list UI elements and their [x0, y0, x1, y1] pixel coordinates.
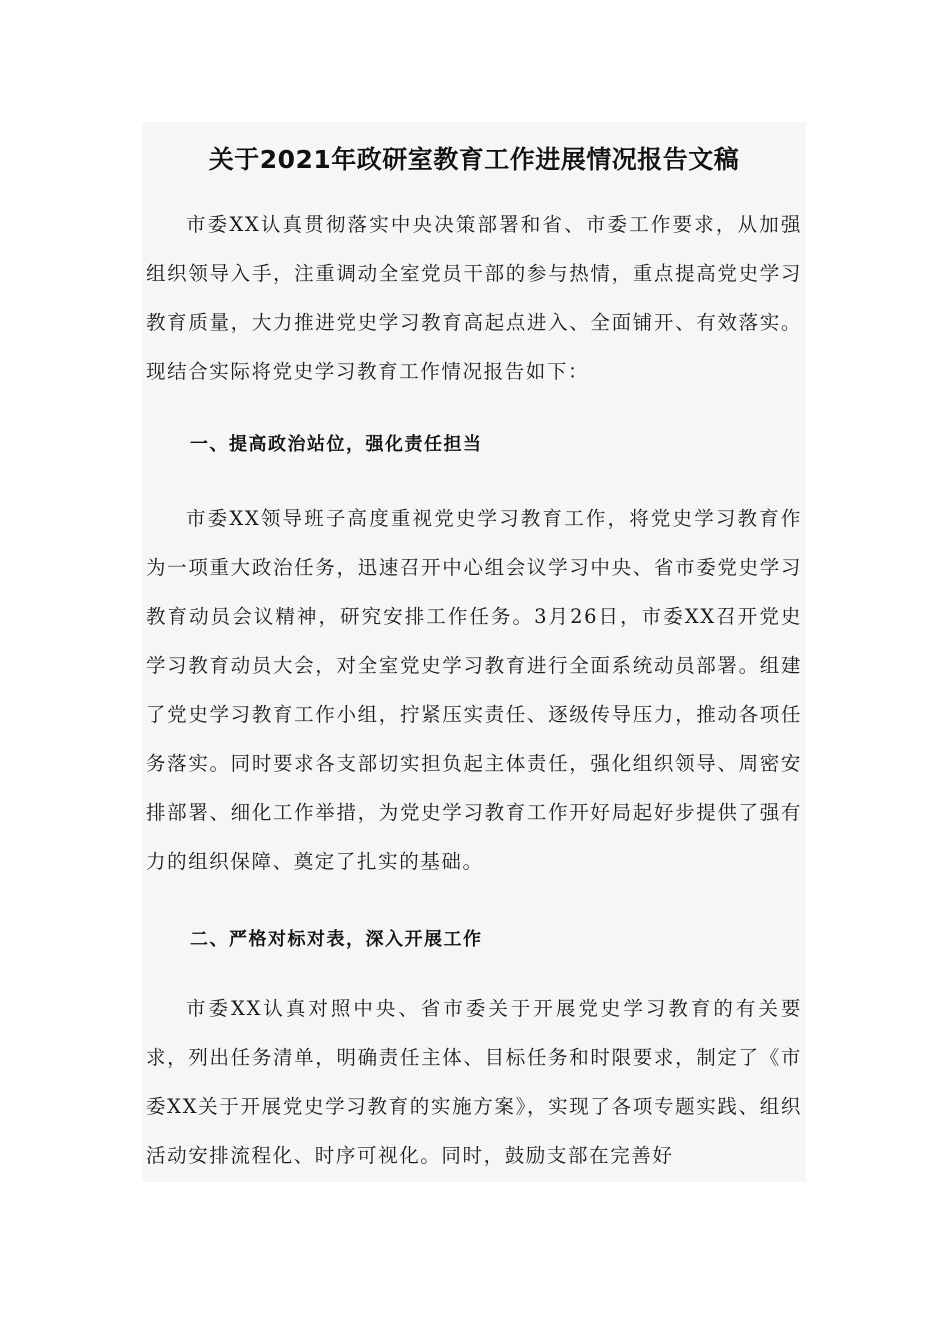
document-page	[142, 122, 806, 1182]
document-title: 关于2021年政研室教育工作进展情况报告文稿	[208, 145, 740, 174]
intro-paragraph: 市委XX认真贯彻落实中央决策部署和省、市委工作要求，从加强组织领导入手，注重调动全室党员干部的参与热情，重点提高党史学习教育质量，大力推进党史学习教育高起点进入、全面铺开、有效落实。现结合实际将党史学习教育工作情况报告如下：	[146, 213, 802, 383]
section-2-heading: 二、严格对标对表，深入开展工作	[190, 929, 483, 950]
section-2-body: 市委XX认真对照中央、省市委关于开展党史学习教育的有关要求，列出任务清单，明确责任主体、目标任务和时限要求，制定了《市委XX关于开展党史学习教育的实施方案》，实现了各项专题实践、组织活动安排流程化、时序可视化。同时，鼓励支部在完善好	[146, 997, 802, 1167]
section-1-body: 市委XX领导班子高度重视党史学习教育工作，将党史学习教育作为一项重大政治任务，迅速召开中心组会议学习中央、省市委党史学习教育动员会议精神，研究安排工作任务。3月26日，市委XX召开党史学习教育动员大会，对全室党史学习教育进行全面系统动员部署。组建了党史学习教育工作小组，拧紧压实责任、逐级传导压力，推动各项任务落实。同时要求各支部切实担负起主体责任，强化组织领导、周密安排部署、细化工作举措，为党史学习教育工作开好局起好步提供了强有力的组织保障、奠定了扎实的基础。	[146, 507, 802, 873]
section-1-heading: 一、提高政治站位，强化责任担当	[190, 434, 483, 455]
